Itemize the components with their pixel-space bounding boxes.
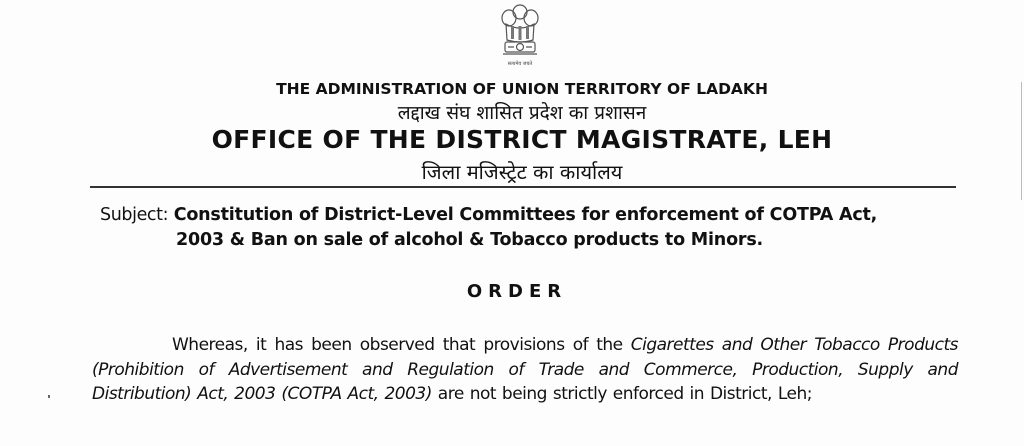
administration-title-hindi: लद्दाख संघ शासित प्रदेश का प्रशासन	[397, 102, 647, 124]
subject-block	[100, 203, 960, 253]
paragraph-outro: are not being strictly enforced in District, Leh;	[431, 384, 812, 404]
whereas-paragraph	[92, 333, 958, 407]
act-name: Cigarettes and Other Tobacco Products (Prohibition of Advertisement and Regulation of Trade and Commerce, Production, Supply and Distribution) Act, 2003 (COTPA Act, 2003)	[92, 335, 959, 404]
subject-line-1: Constitution of District-Level Committees for enforcement of COTPA Act,	[173, 205, 878, 225]
subject-label: Subject:	[100, 205, 169, 225]
national-emblem-icon	[497, 2, 543, 70]
paragraph-intro: Whereas, it has been observed that provisions of the	[172, 335, 631, 355]
page-edge-line	[1021, 82, 1022, 200]
scan-artifact	[48, 395, 50, 398]
subject-line-2: 2003 & Ban on sale of alcohol & Tobacco products to Minors.	[176, 230, 763, 250]
administration-title: THE ADMINISTRATION OF UNION TERRITORY OF LADAKH	[276, 80, 768, 98]
svg-text:सत्यमेव जयते: सत्यमेव जयते	[507, 61, 533, 67]
office-title-hindi: जिला मजिस्ट्रेट का कार्यालय	[421, 160, 623, 184]
office-title: OFFICE OF THE DISTRICT MAGISTRATE, LEH	[211, 125, 833, 154]
order-heading: ORDER	[466, 281, 568, 302]
header-divider	[90, 186, 956, 188]
